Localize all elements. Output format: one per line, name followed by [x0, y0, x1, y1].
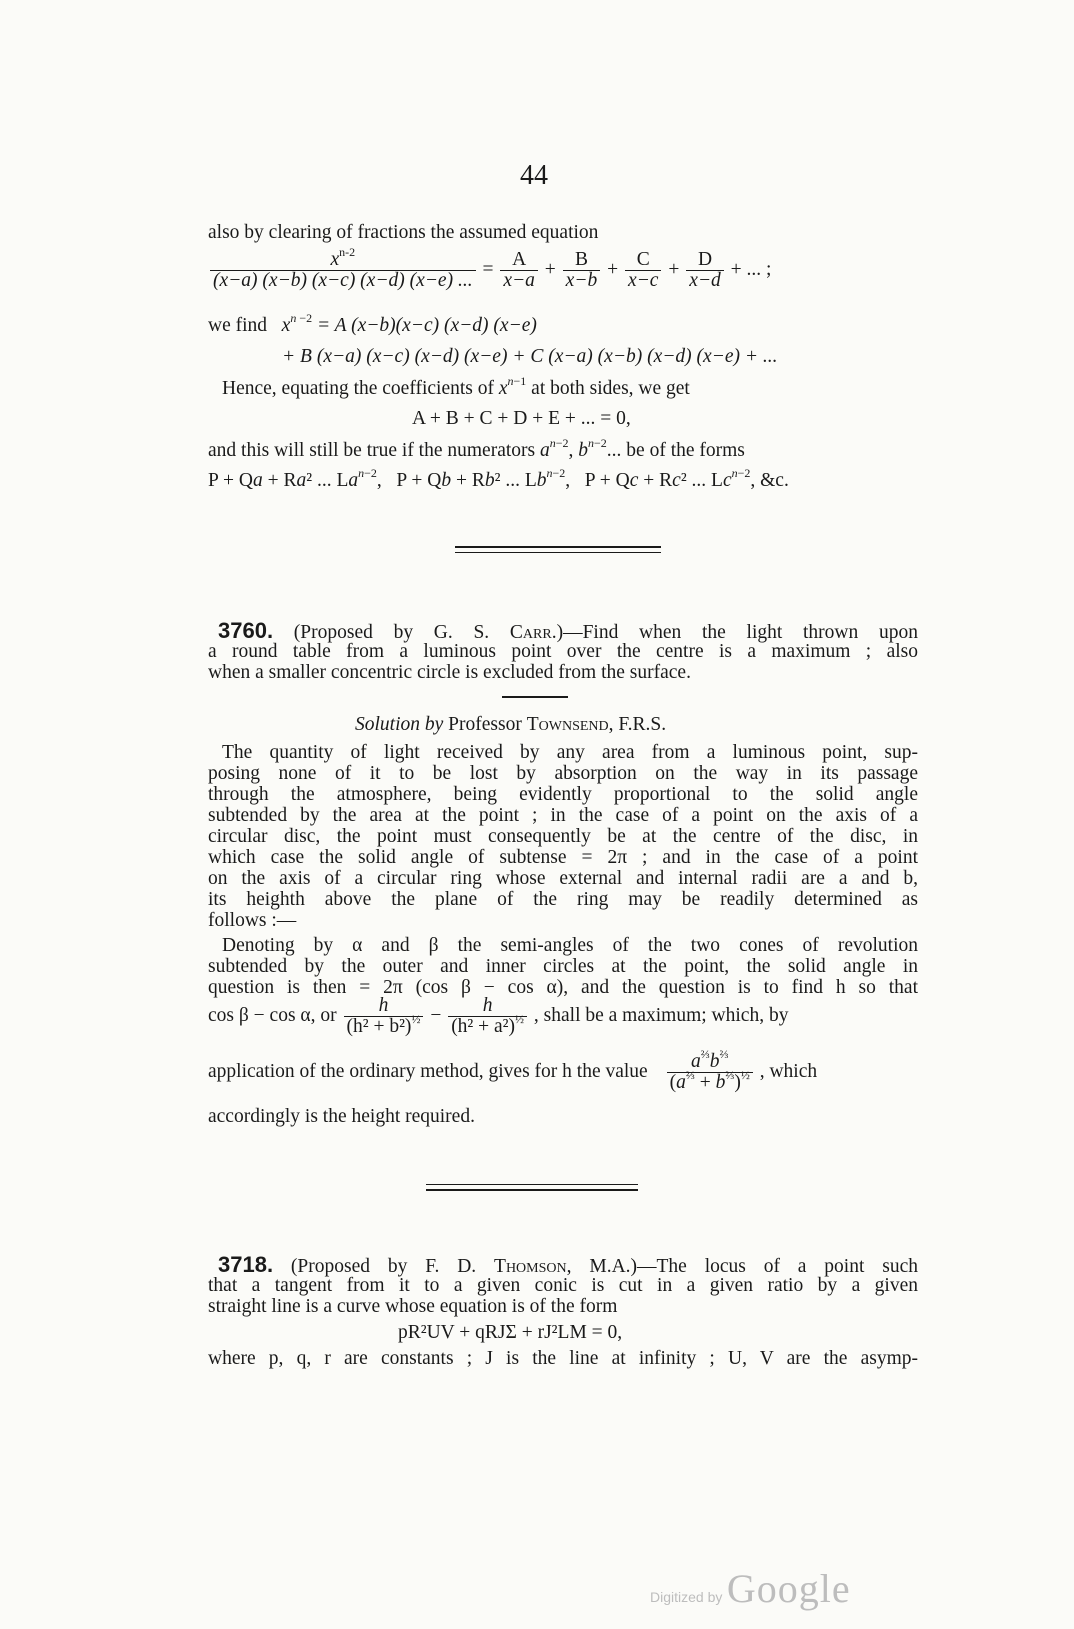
still-true-line: and this will still be true if the numerators $a^{n-2}$, $b^{n-2}$... be of the forms — [208, 436, 745, 461]
eq1-term-c: $\frac{C}{x-c}$ — [625, 250, 661, 291]
cos-expression: cos β − cos α, or $\frac{h}{(h^2 + b^2)^{\frac{1}{2}}}$ − $\frac{h}{(h^2 + a^2)^{\frac{1}{2}}}$ , shall be a maximum; which, by — [208, 995, 789, 1037]
para2-line-2: subtended by the outer and inner circles at the point, the solid angle in — [208, 956, 918, 977]
eq1-term-a: $\frac{A}{x-a}$ — [500, 250, 538, 291]
para1-line-5: circular disc, the point must consequently be at the centre of the disc, in — [208, 826, 918, 847]
google-logo: Google — [726, 1566, 851, 1611]
q3760-number: 3760. — [218, 618, 274, 643]
forms-line: P + Qa + Ra² ... $La^{n-2}$, P + Qb + Rb² ... $Lb^{n-2}$, P + Qc + Rc² ... $Lc^{n-2}$, &c. — [208, 466, 789, 491]
application-line: application of the ordinary method, gives for h the value $\frac{a^{\frac{2}{3}}b^{\frac{2}{3}}}{(a^{\frac{2}{3}} + b^{\frac{2}{3}})^{\frac{1}{2}}}$ , which — [208, 1047, 818, 1093]
digitized-watermark: Digitized by Google — [650, 1566, 851, 1611]
frac-h-a: $\frac{h}{(h^2 + a^2)^{\frac{1}{2}}}$ — [448, 996, 527, 1037]
section-divider-1b — [455, 552, 661, 553]
para2-line-3: question is then = 2π (cos β − cos α), and the question is to find h so that — [208, 977, 918, 998]
short-rule — [502, 696, 568, 698]
para1-line-4: subtended by the area at the point ; in the case of a point on the axis of a — [208, 805, 918, 826]
q3718-line-2: that a tangent from it to a given conic is cut in a given ratio by a given — [208, 1275, 918, 1296]
hence-line: Hence, equating the coefficients of $x^{n-1}$ at both sides, we get — [222, 374, 690, 399]
q3718-number: 3718. — [218, 1252, 274, 1277]
para1-line-8: its heighth above the plane of the ring may be readily determined as — [208, 889, 918, 910]
eq1-term-d: $\frac{D}{x-d}$ — [686, 250, 724, 291]
page-number: 44 — [520, 160, 548, 191]
solution-heading: Solution by Professor Townsend, F.R.S. — [355, 714, 667, 735]
para1-line-3: through the atmosphere, being evidently proportional to the solid angle — [208, 784, 918, 805]
para1-line-1: The quantity of light received by any area from a luminous point, sup- — [222, 742, 918, 763]
equation-1: $\frac{x^{n-2}}{(x-a) (x-b) (x-c) (x-d) (x-e) ...}$ = $\frac{A}{x-a}$ + $\frac{B}{x-b}$ + $\frac{C}{x-c}$ + $\frac{D}{x-d}$ + ... ; — [208, 250, 771, 291]
para1-line-6: which case the solid angle of subtense = 2π ; and in the case of a point — [208, 847, 918, 868]
accordingly-line: accordingly is the height required. — [208, 1106, 475, 1127]
frac-h-b: $\frac{h}{(h^2 + b^2)^{\frac{1}{2}}}$ — [344, 996, 424, 1037]
q3760-line-2: a round table from a luminous point over the centre is a maximum ; also — [208, 641, 918, 662]
para1-line-9: follows :— — [208, 910, 297, 931]
intro-line: also by clearing of fractions the assumed equation — [208, 222, 599, 243]
q3718-last-line: where p, q, r are constants ; J is the line at infinity ; U, V are the asymp- — [208, 1348, 918, 1369]
q3718-line-1: 3718. (Proposed by F. D. Thomson, M.A.)—The locus of a point such — [218, 1252, 918, 1277]
para1-line-7: on the axis of a circular ring whose external and internal radii are a and b, — [208, 868, 918, 889]
para2-line-1: Denoting by α and β the semi-angles of the two cones of revolution — [222, 935, 918, 956]
para1-line-2: posing none of it to be lost by absorption on the way in its passage — [208, 763, 918, 784]
eq2-line-2: + B (x−a) (x−c) (x−d) (x−e) + C (x−a) (x−b) (x−d) (x−e) + ... — [282, 346, 778, 367]
frac-result: $\frac{a^{\frac{2}{3}}b^{\frac{2}{3}}}{(a^{\frac{2}{3}} + b^{\frac{2}{3}})^{\frac{1}{2}}}$ — [667, 1052, 753, 1093]
section-divider-2 — [426, 1184, 638, 1185]
section-divider-1 — [455, 546, 661, 548]
sum-equation: A + B + C + D + E + ... = 0, — [412, 408, 631, 429]
eq1-term-b: $\frac{B}{x-b}$ — [563, 250, 601, 291]
q3718-equation: pR²UV + qRJΣ + rJ²LM = 0, — [398, 1322, 623, 1343]
q3718-line-3: straight line is a curve whose equation is of the form — [208, 1296, 618, 1317]
q3760-line-1: 3760. (Proposed by G. S. Carr.)—Find when the light thrown upon — [218, 618, 918, 643]
eq1-main-fraction: $\frac{x^{n-2}}{(x-a) (x-b) (x-c) (x-d) (x-e) ...}$ — [210, 250, 476, 291]
section-divider-2b — [426, 1189, 638, 1191]
we-find-line: we find $x^{n -2} = A$ (x−b)(x−c) (x−d) (x−e) — [208, 311, 537, 336]
q3760-line-3: when a smaller concentric circle is excluded from the surface. — [208, 662, 691, 683]
